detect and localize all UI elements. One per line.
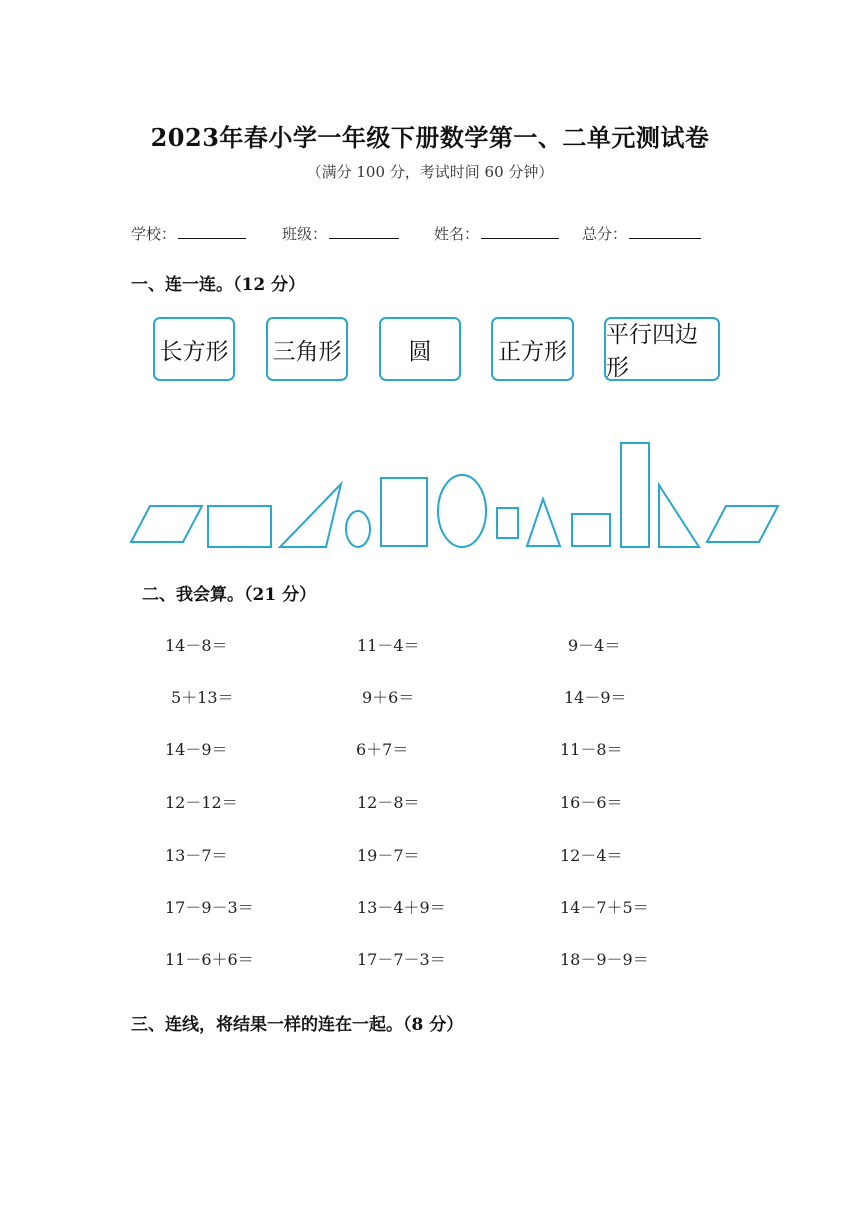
- score-label: 总分：: [582, 225, 628, 243]
- equation: 14－7＋5＝: [560, 898, 649, 917]
- equation: 14－8＝: [165, 636, 228, 655]
- rectangle-icon[interactable]: [572, 514, 610, 546]
- equation: 19－7＝: [357, 846, 420, 865]
- section1-heading: 一、连一连。（12 分）: [131, 275, 306, 295]
- equation: 11－8＝: [560, 740, 623, 759]
- equation: 17－7－3＝: [357, 950, 446, 969]
- class-label: 班级：: [282, 225, 328, 243]
- section2-heading: 二、我会算。（21 分）: [142, 585, 317, 605]
- page-subtitle: （满分 100 分，考试时间 60 分钟）: [306, 163, 554, 181]
- triangle-icon[interactable]: [659, 485, 699, 547]
- oval-icon[interactable]: [346, 511, 370, 547]
- parallelogram-icon[interactable]: [131, 506, 202, 542]
- equation: 11－4＝: [357, 636, 420, 655]
- school-field[interactable]: [131, 223, 246, 244]
- equation: 12－8＝: [357, 793, 420, 812]
- shapes-row: [0, 430, 860, 560]
- triangle-icon[interactable]: [280, 484, 341, 547]
- square-icon[interactable]: [497, 508, 518, 538]
- equation: 16－6＝: [560, 793, 623, 812]
- score-blank[interactable]: [629, 224, 701, 239]
- equation: 12－12＝: [165, 793, 238, 812]
- label-rectangle[interactable]: 长方形: [153, 317, 235, 381]
- class-blank[interactable]: [329, 224, 399, 239]
- equation: 14－9＝: [165, 740, 228, 759]
- rectangle-icon[interactable]: [208, 506, 271, 547]
- equation: 14－9＝: [564, 688, 627, 707]
- triangle-icon[interactable]: [527, 499, 560, 546]
- label-triangle[interactable]: 三角形: [266, 317, 348, 381]
- parallelogram-icon[interactable]: [707, 506, 778, 542]
- name-label: 姓名：: [434, 225, 480, 243]
- equation: 9＋6＝: [362, 688, 415, 707]
- equation: 18－9－9＝: [560, 950, 649, 969]
- equation: 13－7＝: [165, 846, 228, 865]
- equation: 11－6＋6＝: [165, 950, 254, 969]
- class-field[interactable]: [282, 223, 399, 244]
- rectangle-icon[interactable]: [621, 443, 649, 547]
- equation: 5＋13＝: [171, 688, 234, 707]
- equation: 9－4＝: [568, 636, 621, 655]
- page-title: 2023年春小学一年级下册数学第一、二单元测试卷: [150, 123, 710, 152]
- score-field[interactable]: [582, 223, 701, 244]
- oval-icon[interactable]: [438, 475, 486, 547]
- school-label: 学校：: [131, 225, 177, 243]
- label-square[interactable]: 正方形: [491, 317, 574, 381]
- section3-heading: 三、连线，将结果一样的连在一起。（8 分）: [131, 1015, 464, 1035]
- equation: 12－4＝: [560, 846, 623, 865]
- equation: 17－9－3＝: [165, 898, 254, 917]
- school-blank[interactable]: [178, 224, 246, 239]
- rectangle-icon[interactable]: [381, 478, 427, 546]
- equation: 13－4＋9＝: [357, 898, 446, 917]
- name-field[interactable]: [434, 223, 559, 244]
- name-blank[interactable]: [481, 224, 559, 239]
- label-circle[interactable]: 圆: [379, 317, 461, 381]
- equation: 6＋7＝: [356, 740, 409, 759]
- label-parallelogram[interactable]: 平行四边形: [604, 317, 720, 381]
